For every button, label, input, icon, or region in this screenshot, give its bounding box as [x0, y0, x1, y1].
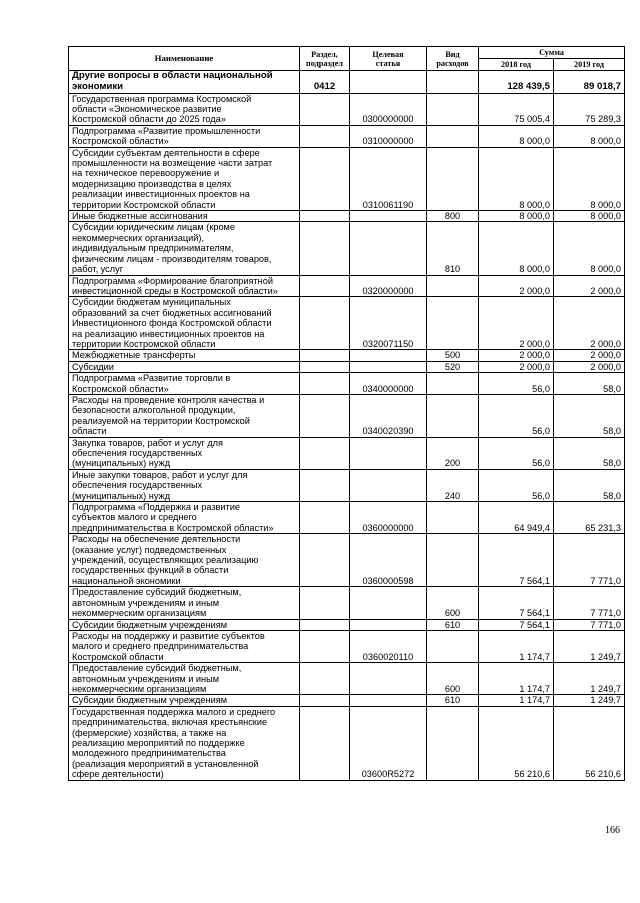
header-name: Наименование [69, 47, 300, 71]
row-name-cell: Субсидии бюджетным учреждениям [69, 695, 300, 706]
row-type-cell [427, 394, 479, 437]
row-type-cell [427, 373, 479, 395]
row-2018-cell: 8 000,0 [479, 125, 554, 147]
table-row [69, 437, 625, 469]
row-2019-cell: 8 000,0 [554, 211, 625, 222]
row-target-cell: 0320071150 [350, 297, 427, 350]
row-target-cell [350, 695, 427, 706]
row-target-cell: 0360020110 [350, 630, 427, 662]
row-type-cell: 200 [427, 437, 479, 469]
row-section-cell [300, 125, 350, 147]
row-2018-cell: 64 949,4 [479, 502, 554, 534]
row-2019-cell: 2 000,0 [554, 350, 625, 361]
row-2018-cell: 2 000,0 [479, 297, 554, 350]
budget-table-sheet [68, 46, 624, 781]
row-2019-cell: 65 231,3 [554, 502, 625, 534]
row-target-cell: 0320000000 [350, 275, 427, 297]
row-2018-cell: 2 000,0 [479, 275, 554, 297]
row-2019-cell: 7 771,0 [554, 619, 625, 630]
header-year-2019: 2019 год [554, 59, 625, 71]
row-target-cell [350, 587, 427, 619]
table-row [69, 663, 625, 695]
table-row [69, 93, 625, 125]
header-sum: Сумма [479, 47, 625, 59]
table-row [69, 125, 625, 147]
row-2019-cell: 75 289,3 [554, 93, 625, 125]
row-type-cell [427, 93, 479, 125]
row-type-cell [427, 147, 479, 210]
row-type-cell: 500 [427, 350, 479, 361]
row-2019-cell: 1 249,7 [554, 630, 625, 662]
row-section-cell [300, 222, 350, 275]
row-name-cell: Подпрограмма «Формирование благоприятной инвестиционной среды в Костромской области» [69, 275, 300, 297]
row-target-cell: 0340000000 [350, 373, 427, 395]
row-section-cell [300, 93, 350, 125]
row-section-cell [300, 630, 350, 662]
row-name-cell: Государственная поддержка малого и среднего предпринимательства, включая крестьянские (фермерские) хозяйства, а также на реализацию мероприятий по поддержке молодежного предпринимательства (реализация мероприятий в установленной сфере деятельности) [69, 706, 300, 780]
row-section-cell [300, 437, 350, 469]
table-row [69, 222, 625, 275]
row-target-cell [350, 437, 427, 469]
row-2018-cell: 2 000,0 [479, 350, 554, 361]
row-section-cell [300, 394, 350, 437]
row-name-cell: Подпрограмма «Развитие торговли в Костромской области» [69, 373, 300, 395]
row-target-cell: 0340020390 [350, 394, 427, 437]
row-section-cell [300, 619, 350, 630]
row-2019-cell: 58,0 [554, 394, 625, 437]
row-2019-cell: 8 000,0 [554, 125, 625, 147]
row-name-cell: Расходы на обеспечение деятельности (оказание услуг) подведомственных учреждений, осуществляющих реализацию государственных функций в области национальной экономики [69, 534, 300, 587]
table-row [69, 373, 625, 395]
table-row [69, 695, 625, 706]
row-target-cell [350, 361, 427, 372]
row-name-cell: Субсидии юридическим лицам (кроме некоммерческих организаций), индивидуальным предпринимателям, физическим лицам - производителям товаров, работ, услуг [69, 222, 300, 275]
row-2018-cell: 56 210,6 [479, 706, 554, 780]
row-2019-cell: 2 000,0 [554, 275, 625, 297]
header-target: Целевая статья [350, 47, 427, 71]
row-target-cell [350, 350, 427, 361]
row-type-cell: 600 [427, 587, 479, 619]
row-type-cell: 800 [427, 211, 479, 222]
row-type-cell: 520 [427, 361, 479, 372]
table-row [69, 350, 625, 361]
row-name-cell: Подпрограмма «Поддержка и развитие субъектов малого и среднего предпринимательства в Костромской области» [69, 502, 300, 534]
row-target-cell: 0310061190 [350, 147, 427, 210]
row-target-cell [350, 663, 427, 695]
row-2019-cell: 2 000,0 [554, 297, 625, 350]
row-section-cell [300, 275, 350, 297]
row-target-cell [350, 222, 427, 275]
row-2019-cell: 58,0 [554, 469, 625, 501]
row-2019-cell: 2 000,0 [554, 361, 625, 372]
header-section: Раздел, подраздел [300, 47, 350, 71]
row-type-cell [427, 706, 479, 780]
row-2018-cell: 75 005,4 [479, 93, 554, 125]
row-section-cell [300, 663, 350, 695]
row-section-cell [300, 534, 350, 587]
row-2019-cell: 8 000,0 [554, 147, 625, 210]
row-2019-cell: 8 000,0 [554, 222, 625, 275]
row-2018-cell: 1 174,7 [479, 630, 554, 662]
row-name-cell: Закупка товаров, работ и услуг для обеспечения государственных (муниципальных) нужд [69, 437, 300, 469]
row-target-cell: 0310000000 [350, 125, 427, 147]
row-type-cell [427, 630, 479, 662]
row-type-cell [427, 71, 479, 93]
row-2018-cell: 8 000,0 [479, 211, 554, 222]
row-type-cell: 600 [427, 663, 479, 695]
row-name-cell: Субсидии бюджетам муниципальных образований за счет бюджетных ассигнований Инвестиционного фонда Костромской области на реализацию инвестиционных проектов на территории Костромской области [69, 297, 300, 350]
row-section-cell [300, 587, 350, 619]
row-name-cell: Предоставление субсидий бюджетным, автономным учреждениям и иным некоммерческим организациям [69, 663, 300, 695]
row-section-cell [300, 706, 350, 780]
row-name-cell: Субсидии субъектам деятельности в сфере промышленности на возмещение части затрат на техническое перевооружение и модернизацию производства в целях реализации инвестиционных проектов на территории Костромской области [69, 147, 300, 210]
row-name-cell: Предоставление субсидий бюджетным, автономным учреждениям и иным некоммерческим организациям [69, 587, 300, 619]
table-row [69, 361, 625, 372]
row-name-cell: Расходы на поддержку и развитие субъектов малого и среднего предпринимательства Костромской области [69, 630, 300, 662]
row-2018-cell: 2 000,0 [479, 361, 554, 372]
row-target-cell [350, 469, 427, 501]
row-section-cell [300, 373, 350, 395]
row-name-cell: Другие вопросы в области национальной экономики [69, 71, 300, 93]
page-number: 166 [605, 825, 620, 836]
row-target-cell: 0360000000 [350, 502, 427, 534]
table-row [69, 211, 625, 222]
row-2018-cell: 56,0 [479, 469, 554, 501]
row-type-cell: 610 [427, 619, 479, 630]
row-target-cell [350, 619, 427, 630]
row-target-cell [350, 211, 427, 222]
header-year-2018: 2018 год [479, 59, 554, 71]
row-2018-cell: 56,0 [479, 437, 554, 469]
row-section-cell [300, 211, 350, 222]
row-type-cell [427, 297, 479, 350]
table-row [69, 534, 625, 587]
row-2018-cell: 8 000,0 [479, 222, 554, 275]
table-row [69, 275, 625, 297]
row-2018-cell: 1 174,7 [479, 695, 554, 706]
table-row [69, 706, 625, 780]
table-row [69, 394, 625, 437]
row-target-cell [350, 71, 427, 93]
row-2018-cell: 56,0 [479, 394, 554, 437]
row-target-cell: 0360000598 [350, 534, 427, 587]
row-name-cell: Иные закупки товаров, работ и услуг для обеспечения государственных (муниципальных) нужд [69, 469, 300, 501]
row-type-cell [427, 534, 479, 587]
table-row [69, 619, 625, 630]
row-2019-cell: 7 771,0 [554, 534, 625, 587]
budget-table [68, 46, 625, 781]
row-section-cell [300, 469, 350, 501]
table-row [69, 71, 625, 93]
row-section-cell [300, 147, 350, 210]
table-row [69, 587, 625, 619]
row-2019-cell: 1 249,7 [554, 695, 625, 706]
row-type-cell: 240 [427, 469, 479, 501]
row-2018-cell: 56,0 [479, 373, 554, 395]
row-type-cell [427, 275, 479, 297]
row-2019-cell: 1 249,7 [554, 663, 625, 695]
row-name-cell: Межбюджетные трансферты [69, 350, 300, 361]
row-2018-cell: 7 564,1 [479, 534, 554, 587]
row-section-cell [300, 502, 350, 534]
row-name-cell: Субсидии бюджетным учреждениям [69, 619, 300, 630]
row-2019-cell: 7 771,0 [554, 587, 625, 619]
row-2018-cell: 128 439,5 [479, 71, 554, 93]
row-section-cell [300, 297, 350, 350]
row-2018-cell: 1 174,7 [479, 663, 554, 695]
row-name-cell: Государственная программа Костромской области «Экономическое развитие Костромской области до 2025 года» [69, 93, 300, 125]
row-section-cell [300, 361, 350, 372]
row-name-cell: Иные бюджетные ассигнования [69, 211, 300, 222]
table-row [69, 469, 625, 501]
row-2018-cell: 7 564,1 [479, 587, 554, 619]
table-body [69, 71, 625, 780]
row-section-cell [300, 695, 350, 706]
table-row [69, 147, 625, 210]
row-target-cell: 0300000000 [350, 93, 427, 125]
row-target-cell: 03600R5272 [350, 706, 427, 780]
row-2019-cell: 58,0 [554, 373, 625, 395]
row-type-cell [427, 502, 479, 534]
row-2019-cell: 58,0 [554, 437, 625, 469]
row-2019-cell: 56 210,6 [554, 706, 625, 780]
row-section-cell: 0412 [300, 71, 350, 93]
table-row [69, 297, 625, 350]
header-type: Вид расходов [427, 47, 479, 71]
row-2019-cell: 89 018,7 [554, 71, 625, 93]
row-2018-cell: 7 564,1 [479, 619, 554, 630]
table-row [69, 630, 625, 662]
row-type-cell: 810 [427, 222, 479, 275]
row-type-cell: 610 [427, 695, 479, 706]
row-2018-cell: 8 000,0 [479, 147, 554, 210]
row-name-cell: Подпрограмма «Развитие промышленности Костромской области» [69, 125, 300, 147]
row-type-cell [427, 125, 479, 147]
table-header-row [69, 47, 625, 59]
row-name-cell: Расходы на проведение контроля качества и безопасности алкогольной продукции, реализуемой на территории Костромской области [69, 394, 300, 437]
row-name-cell: Субсидии [69, 361, 300, 372]
row-section-cell [300, 350, 350, 361]
table-row [69, 502, 625, 534]
